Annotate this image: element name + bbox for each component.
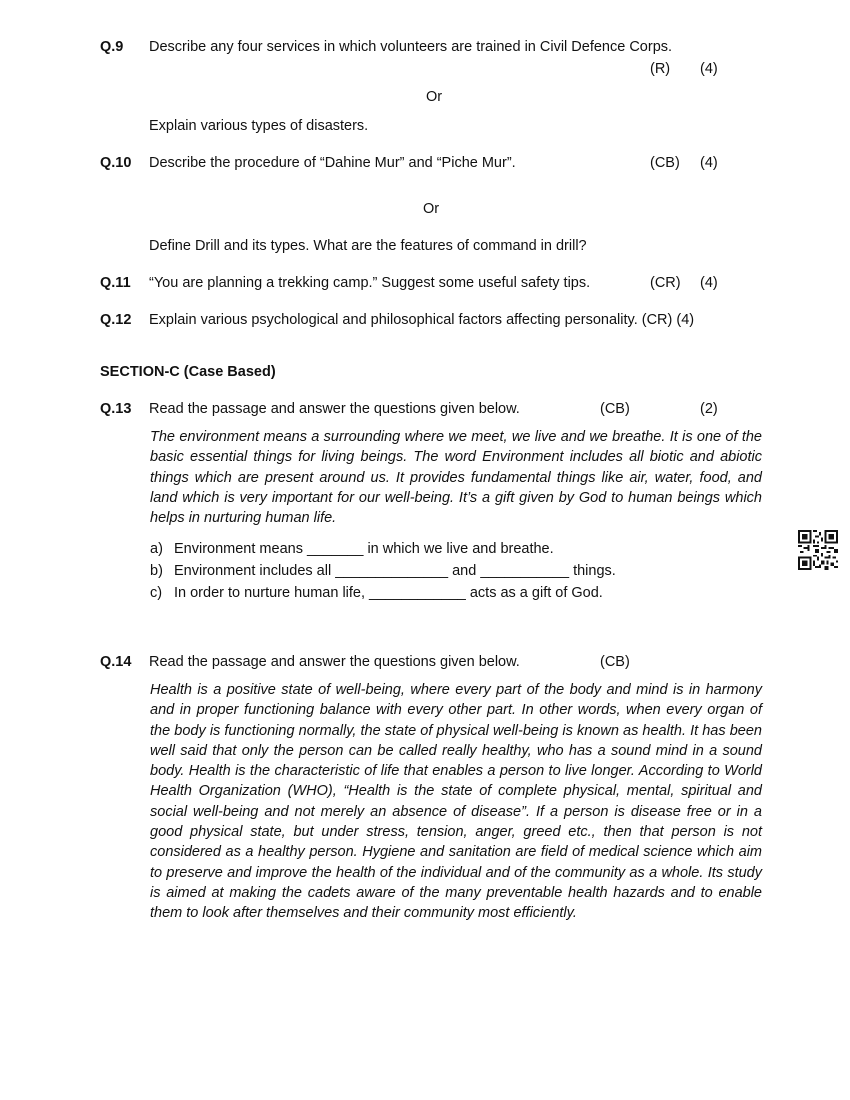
- q12-text: Explain various psychological and philosophical factors affecting personality. (CR) (4): [149, 312, 695, 328]
- q10-marks: (4): [700, 155, 718, 171]
- q10-category: (CB): [650, 155, 680, 171]
- q14-category: (CB): [600, 654, 630, 670]
- q11-marks: (4): [700, 275, 718, 291]
- q10-number: Q.10: [100, 155, 132, 171]
- item-label: c): [150, 585, 163, 601]
- q9-alt-text: Explain various types of disasters.: [149, 118, 369, 134]
- q9-number: Q.9: [100, 39, 124, 55]
- q10-text: Describe the procedure of “Dahine Mur” and “Piche Mur”.: [149, 155, 516, 171]
- q13-category: (CB): [600, 401, 630, 417]
- q9-marks: (4): [700, 61, 718, 77]
- item-label: a): [150, 541, 163, 557]
- item-text: Environment means _______ in which we live and breathe.: [174, 541, 554, 557]
- q13-text: Read the passage and answer the questions given below.: [149, 401, 520, 417]
- q9-text: Describe any four services in which volunteers are trained in Civil Defence Corps.: [149, 39, 673, 55]
- q9-category: (R): [650, 61, 671, 77]
- list-item: [150, 583, 616, 605]
- item-text: In order to nurture human life, ____________ acts as a gift of God.: [174, 585, 603, 601]
- q11-category: (CR): [650, 275, 681, 291]
- q14-text: Read the passage and answer the questions given below.: [149, 654, 520, 670]
- q10-or: Or: [423, 201, 440, 217]
- q11-text: “You are planning a trekking camp.” Suggest some useful safety tips.: [149, 275, 591, 291]
- q9-or: Or: [426, 89, 443, 105]
- q14-number: Q.14: [100, 654, 132, 670]
- item-label: b): [150, 563, 163, 579]
- q12-number: Q.12: [100, 312, 132, 328]
- qr-code-icon: [798, 530, 838, 570]
- q13-passage: The environment means a surrounding where we meet, we live and we breathe. It is one of the basic essential things for living beings. The word Environment includes all biotic and abiotic things which are present around us. It provides fundamental things like air, water, food, and land which is very important for our well-being. It’s a gift given by God to human beings which helps in nurturing human life.: [150, 429, 762, 527]
- list-item: [150, 561, 616, 583]
- section-c-heading: SECTION-C (Case Based): [100, 364, 276, 380]
- q14-passage: Health is a positive state of well-being, where every part of the body and mind is in harmony and in proper functioning balance with every other part. In other words, when every organ of the body is functioning normally, the state of physical well-being is known as health. It has been well said that only the person can be called really healthy, who has a sound mind in a sound body. Health is the characteristic of life that enables a person to live longer. According to World Health Organization (WHO), “Health is the state of complete physical, mental, spiritual and social well-being and not merely an absence of disease”. If a person is disease free or in a good physical state, but under stress, tension, anger, greed etc., then that person is not considered as a healthy person. Hygiene and sanitation are field of medical science which aim to preserve and improve the health of the individual and of the community as a whole. Its study is aimed at making the cadets aware of the many preventable health hazards and to enable them to look after themselves and their community most efficiently.: [150, 682, 762, 922]
- q13-question-list: [150, 539, 616, 605]
- q11-number: Q.11: [100, 275, 131, 291]
- list-item: [150, 539, 616, 561]
- item-text: Environment includes all ______________ and ___________ things.: [174, 563, 616, 579]
- q13-marks: (2): [700, 401, 718, 417]
- q13-number: Q.13: [100, 401, 132, 417]
- q10-alt-text: Define Drill and its types. What are the features of command in drill?: [149, 238, 587, 254]
